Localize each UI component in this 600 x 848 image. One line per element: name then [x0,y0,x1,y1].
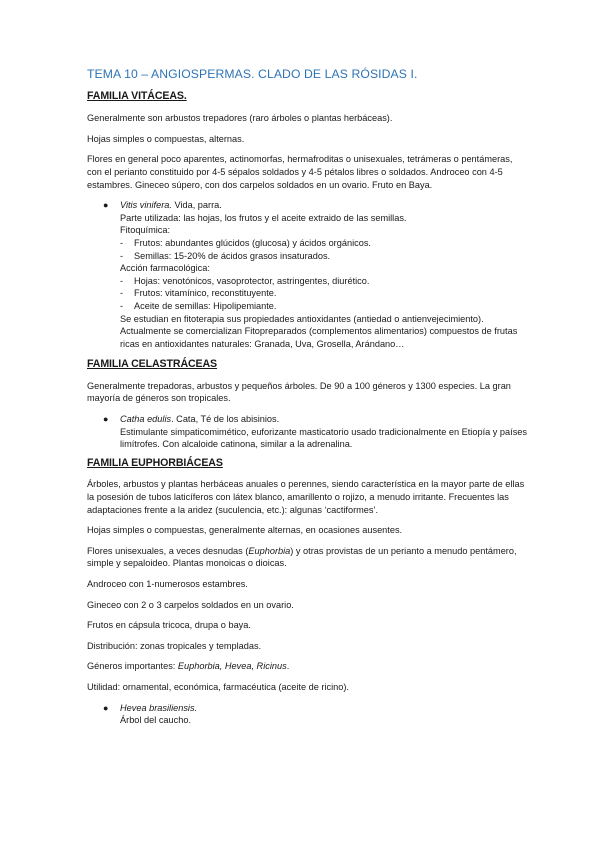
list-item-text: Frutos: vitamínico, reconstituyente. [134,288,277,299]
list-item [120,275,527,288]
species-used-part: Parte utilizada: las hojas, los frutos y el aceite extraido de las semillas. [120,212,407,223]
species-title [120,702,527,715]
dash-marker: - [120,300,124,311]
section-heading-celastraceas: FAMILIA CELASTRÁCEAS [87,358,218,371]
list-item [120,287,527,300]
species-entry-hevea [87,702,527,727]
species-name: Hevea brasiliensis. [120,702,198,713]
species-description: Estimulante simpaticomimético, euforizante masticatorio usado tradicionalmente en Etiopía y países limítrofes. Con alcaloide catinona, similar a la adrenalina. [120,426,527,450]
list-item [120,250,527,263]
euphorbiaceas-paragraph-generos [87,660,527,673]
section-heading-euphorbiaceas: FAMILIA EUPHORBIÁCEAS [87,456,223,469]
species-entry-vitis [87,199,527,350]
list-item [120,237,527,250]
vitaceas-paragraph-leaves: Hojas simples o compuestas, alternas. [87,133,245,144]
text-run: . [286,661,290,672]
bullet-icon: ● [103,414,109,425]
list-item [120,300,527,313]
dash-marker: - [120,250,124,261]
species-common-name: Vida, parra. [171,200,222,211]
euphorbiaceas-paragraph-androceo: Androceo con 1-numerosos estambres. [87,579,248,589]
text-run: ) y otras provistas de un perianto a menudo pentámero, simple y sepaloideo. Plantas monoicas o dioicas. [87,545,517,569]
species-name: Catha edulis [120,414,172,425]
vitaceas-paragraph-habit: Generalmente son arbustos trepadores (raro árboles o plantas herbáceas). [87,113,393,124]
euphorbiaceas-paragraph-flowers [87,545,527,570]
accion-label: Acción farmacológica: [120,263,210,274]
dash-marker: - [120,275,124,286]
list-item-text: Aceite de semillas: Hipolipemiante. [134,300,277,311]
comercializan-note: Actualmente se comercializan Fitopreparados (complementos alimentarios) compuestos de frutas ricas en antioxidantes naturales: Granada, Uva, Grosella, Arándano… [120,326,518,349]
species-title [120,413,527,426]
list-item-text: Semillas: 15-20% de ácidos grasos insaturados. [134,250,331,261]
genus-names: Euphorbia, Hevea, Ricinus [177,661,287,672]
bullet-icon: ● [103,702,109,713]
vitaceas-paragraph-flowers: Flores en general poco aparentes, actinomorfas, hermafroditas o unisexuales, tetrámeras o pentámeras, con el perianto constituido por 4-5 sépalos soldados y 4-5 pétalos libres o soldados. Androceo con 4-5 estambres. Gineceo súpero, con dos carpelos soldados en un ovario. Fruto en Baya. [87,154,513,190]
text-run: Flores unisexuales, a veces desnudas ( [87,545,249,556]
list-item-text: Frutos: abundantes glúcidos (glucosa) y ácidos orgánicos. [134,237,371,248]
species-title [120,199,527,212]
species-name: Vitis vinifera. [120,200,172,211]
dash-marker: - [120,237,124,248]
fitoquimica-label: Fitoquímica: [120,225,171,236]
document-content [87,68,527,727]
text-run: Géneros importantes: [87,661,178,672]
euphorbiaceas-paragraph-habit: Árboles, arbustos y plantas herbáceas anuales o perennes, siendo característica en la mayor parte de ellas la posesión de tubos laticíferos con látex blanco, amarillento o rojizo, a menudo irritante. Frecuentes las adaptaciones frente a la aridez (suculencia, etc.): algunas ‘cactiformes’. [87,479,525,515]
list-item-text: Hojas: venotónicos, vasoprotector, astringentes, diurético. [134,275,370,286]
euphorbiaceas-paragraph-distribucion: Distribución: zonas tropicales y templadas. [87,640,262,651]
section-heading-vitaceas: FAMILIA VITÁCEAS. [87,89,187,102]
euphorbiaceas-paragraph-frutos: Frutos en cápsula tricoca, drupa o baya. [87,620,251,631]
species-entry-catha [87,413,527,451]
bullet-icon: ● [103,200,109,211]
dash-marker: - [120,288,124,299]
celastraceas-paragraph: Generalmente trepadoras, arbustos y pequeños árboles. De 90 a 100 géneros y 1300 especies. La gran mayoría de géneros son tropicales. [87,380,511,404]
species-common-name: Árbol del caucho. [120,715,191,726]
euphorbiaceas-paragraph-gineceo: Gineceo con 2 o 3 carpelos soldados en un ovario. [87,599,294,610]
euphorbiaceas-paragraph-leaves: Hojas simples o compuestas, generalmente alternas, en ocasiones ausentes. [87,525,403,536]
page-title: TEMA 10 – ANGIOSPERMAS. CLADO DE LAS RÓSIDAS I. [87,67,418,81]
fitoterapia-note: Se estudian en fitoterapia sus propiedades antioxidantes (antiedad o antienvejecimiento). [120,313,484,324]
euphorbiaceas-paragraph-utilidad: Utilidad: ornamental, económica, farmacéutica (aceite de ricino). [87,681,349,692]
genus-name: Euphorbia [248,545,291,556]
species-common-name: . Cata, Té de los abisinios. [171,414,280,425]
